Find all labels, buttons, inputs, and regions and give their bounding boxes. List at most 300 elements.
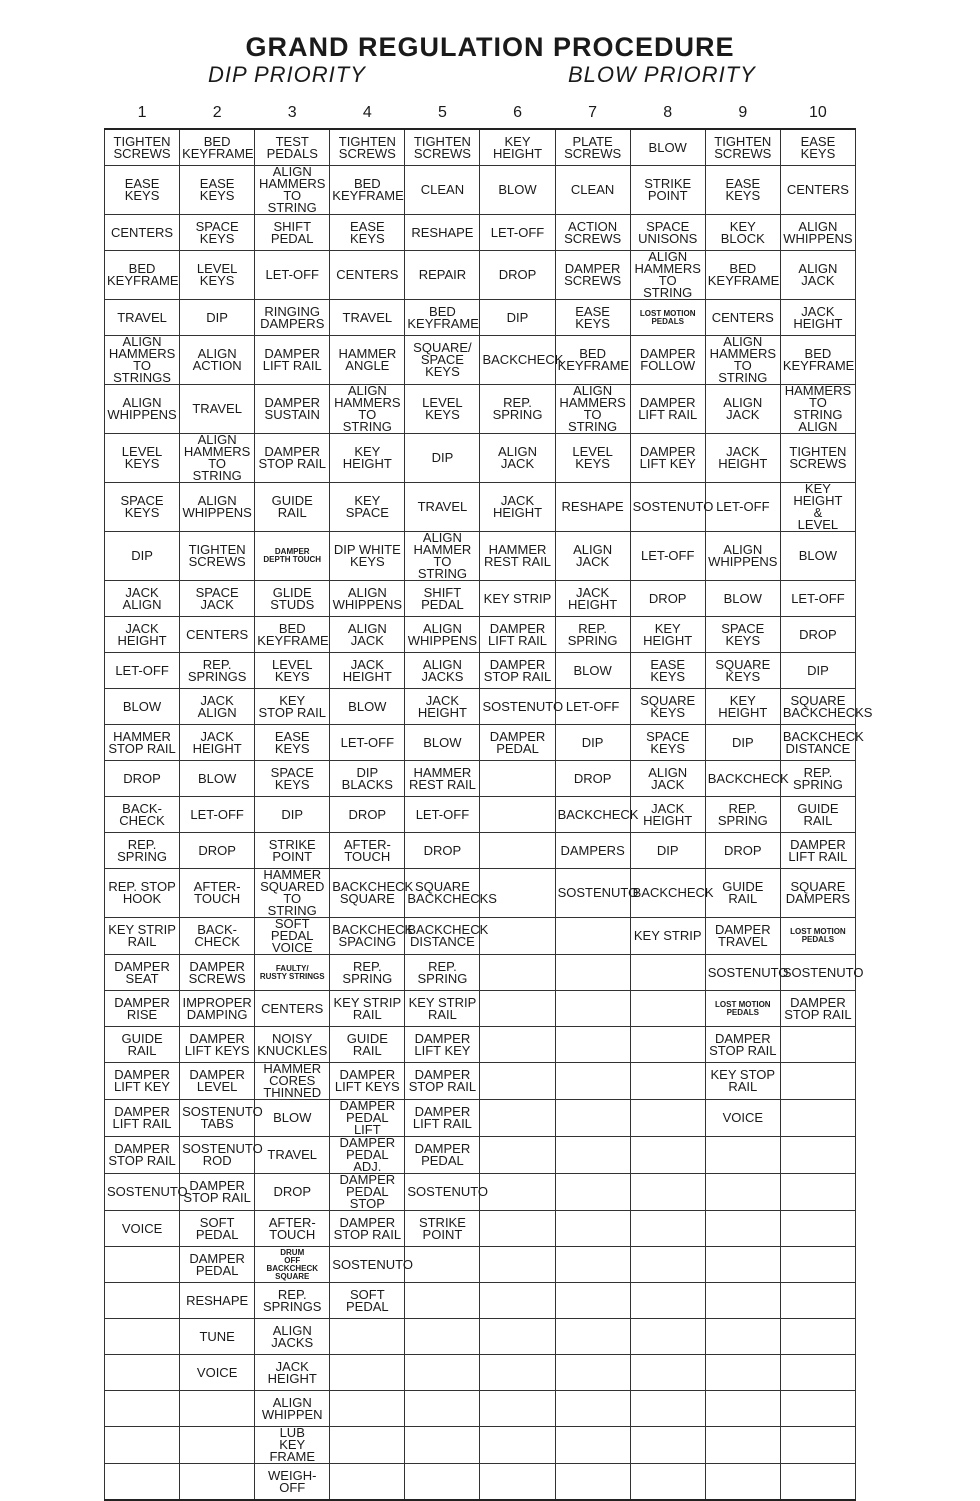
- table-row: [105, 1063, 856, 1100]
- procedure-cell: DIP: [480, 300, 555, 336]
- procedure-cell: [480, 1355, 555, 1391]
- column-number: 4: [362, 104, 372, 121]
- column-number: 9: [738, 104, 748, 121]
- procedure-cell: SOFT PEDAL: [180, 1211, 255, 1247]
- table-row: [105, 1137, 856, 1174]
- procedure-cell: [480, 797, 555, 833]
- procedure-cell: BACKCHECK DISTANCE: [405, 918, 480, 955]
- page-title: GRAND REGULATION PROCEDURE: [245, 32, 735, 62]
- procedure-cell: ALIGN JACK: [630, 761, 705, 797]
- procedure-cell: KEY STOP RAIL: [705, 1063, 780, 1100]
- procedure-cell: DAMPER PEDAL LIFT: [330, 1100, 405, 1137]
- procedure-cell: TIGHTEN SCREWS: [105, 129, 180, 166]
- table-row: [105, 434, 856, 483]
- procedure-cell: SPACE KEYS: [105, 483, 180, 532]
- procedure-cell: ALIGN HAMMERS TO STRING: [630, 251, 705, 300]
- procedure-cell: JACK HEIGHT: [330, 653, 405, 689]
- procedure-cell: [105, 1355, 180, 1391]
- procedure-cell: SOSTENUTO ROD: [180, 1137, 255, 1174]
- procedure-cell: ALIGN JACK: [705, 385, 780, 434]
- procedure-cell: TIGHTEN SCREWS: [405, 129, 480, 166]
- procedure-cell: DROP: [405, 833, 480, 869]
- procedure-cell: ALIGN WHIPPENS: [705, 532, 780, 581]
- procedure-cell: [330, 1355, 405, 1391]
- table-row: [105, 1464, 856, 1501]
- procedure-cell: DIP: [630, 833, 705, 869]
- procedure-cell: BLOW: [255, 1100, 330, 1137]
- procedure-cell: JACK ALIGN: [180, 689, 255, 725]
- procedure-cell: KEY BLOCK: [705, 215, 780, 251]
- procedure-cell: [405, 1283, 480, 1319]
- procedure-cell: DAMPER PEDAL: [405, 1137, 480, 1174]
- procedure-cell: KEY HEIGHT & LEVEL: [780, 483, 855, 532]
- procedure-cell: SOFT PEDAL VOICE: [255, 918, 330, 955]
- procedure-cell: ALIGN WHIPPENS: [330, 581, 405, 617]
- procedure-cell: VOICE: [705, 1100, 780, 1137]
- procedure-cell: DAMPER PEDAL STOP: [330, 1174, 405, 1211]
- procedure-cell: VOICE: [105, 1211, 180, 1247]
- procedure-cell: DAMPER LIFT KEY: [630, 434, 705, 483]
- procedure-cell: [780, 1174, 855, 1211]
- procedure-cell: KEY STRIP RAIL: [330, 991, 405, 1027]
- procedure-cell: [405, 1391, 480, 1427]
- procedure-cell: TRAVEL: [255, 1137, 330, 1174]
- procedure-cell: LEVEL KEYS: [405, 385, 480, 434]
- procedure-cell: SHIFT PEDAL: [255, 215, 330, 251]
- procedure-cell: [555, 955, 630, 991]
- procedure-cell: STRIKE POINT: [255, 833, 330, 869]
- procedure-cell: BED KEYFRAME: [555, 336, 630, 385]
- procedure-cell: SQUARE DAMPERS: [780, 869, 855, 918]
- procedure-cell: [780, 1283, 855, 1319]
- column-number: 3: [287, 104, 297, 121]
- procedure-cell: DIP: [780, 653, 855, 689]
- procedure-cell: BACKCHECK SQUARE: [330, 869, 405, 918]
- procedure-cell: RESHAPE: [555, 483, 630, 532]
- procedure-cell: [630, 1247, 705, 1283]
- procedure-cell: BACK- CHECK: [180, 918, 255, 955]
- procedure-cell: [405, 1319, 480, 1355]
- procedure-cell: SQUARE KEYS: [630, 689, 705, 725]
- procedure-cell: TIGHTEN SCREWS: [780, 434, 855, 483]
- table-row: [105, 251, 856, 300]
- table-row: [105, 955, 856, 991]
- procedure-cell: [630, 955, 705, 991]
- procedure-cell: [630, 1391, 705, 1427]
- procedure-cell: [555, 991, 630, 1027]
- procedure-cell: JACK ALIGN: [105, 581, 180, 617]
- procedure-cell: JACK HEIGHT: [405, 689, 480, 725]
- procedure-cell: [780, 1211, 855, 1247]
- column-number: 2: [212, 104, 222, 121]
- procedure-cell: TRAVEL: [405, 483, 480, 532]
- procedure-cell: ACTION SCREWS: [555, 215, 630, 251]
- column-number: 5: [437, 104, 447, 121]
- procedure-cell: ALIGN HAMMERS TO STRING: [180, 434, 255, 483]
- procedure-cell: GUIDE RAIL: [330, 1027, 405, 1063]
- procedure-cell: [705, 1391, 780, 1427]
- procedure-cell: GUIDE RAIL: [780, 797, 855, 833]
- procedure-cell: TRAVEL: [105, 300, 180, 336]
- procedure-cell: TRAVEL: [180, 385, 255, 434]
- procedure-cell: [555, 1247, 630, 1283]
- procedure-cell: PLATE SCREWS: [555, 129, 630, 166]
- procedure-cell: DAMPER STOP RAIL: [255, 434, 330, 483]
- procedure-cell: DAMPER LIFT RAIL: [255, 336, 330, 385]
- procedure-cell: [480, 991, 555, 1027]
- procedure-cell: [480, 1137, 555, 1174]
- procedure-cell: BED KEYFRAME: [330, 166, 405, 215]
- procedure-cell: [480, 1283, 555, 1319]
- procedure-cell: [555, 1464, 630, 1501]
- table-row: [105, 1427, 856, 1464]
- procedure-cell: BACKCHECK: [705, 761, 780, 797]
- procedure-cell: JACK HEIGHT: [105, 617, 180, 653]
- procedure-cell: ALIGN HAMMER TO STRING: [405, 532, 480, 581]
- procedure-cell: DAMPER SEAT: [105, 955, 180, 991]
- procedure-cell: [630, 1100, 705, 1137]
- procedure-cell: DAMPER STOP RAIL: [330, 1211, 405, 1247]
- procedure-cell: DRUM OFF BACKCHECK SQUARE: [255, 1247, 330, 1283]
- procedure-cell: DAMPER STOP RAIL: [780, 991, 855, 1027]
- procedure-cell: DAMPER SCREWS: [555, 251, 630, 300]
- procedure-cell: [330, 1391, 405, 1427]
- table-row: [105, 725, 856, 761]
- procedure-cell: JACK HEIGHT: [180, 725, 255, 761]
- procedure-cell: REP. SPRING: [555, 617, 630, 653]
- procedure-cell: [630, 1464, 705, 1501]
- procedure-cell: SPACE KEYS: [180, 215, 255, 251]
- procedure-cell: DAMPER LIFT RAIL: [630, 385, 705, 434]
- table-row: [105, 1100, 856, 1137]
- procedure-cell: DAMPER SCREWS: [180, 955, 255, 991]
- table-row: [105, 166, 856, 215]
- procedure-cell: DAMPER LIFT KEY: [405, 1027, 480, 1063]
- procedure-cell: [630, 1063, 705, 1100]
- procedure-cell: TEST PEDALS: [255, 129, 330, 166]
- procedure-cell: DROP: [480, 251, 555, 300]
- procedure-cell: HAMMER REST RAIL: [480, 532, 555, 581]
- procedure-cell: DAMPER STOP RAIL: [105, 1137, 180, 1174]
- procedure-cell: EASE KEYS: [780, 129, 855, 166]
- procedure-cell: [555, 1355, 630, 1391]
- procedure-cell: ALIGN WHIPPEN: [255, 1391, 330, 1427]
- procedure-cell: ALIGN HAMMERS TO STRING: [255, 166, 330, 215]
- procedure-cell: [705, 1283, 780, 1319]
- procedure-cell: [480, 761, 555, 797]
- procedure-cell: [105, 1283, 180, 1319]
- procedure-cell: DIP: [255, 797, 330, 833]
- procedure-cell: REP. SPRINGS: [255, 1283, 330, 1319]
- procedure-cell: [330, 1427, 405, 1464]
- procedure-cell: [630, 1319, 705, 1355]
- procedure-cell: DAMPER STOP RAIL: [405, 1063, 480, 1100]
- table-row: [105, 1355, 856, 1391]
- procedure-cell: [630, 991, 705, 1027]
- table-row: [105, 869, 856, 918]
- procedure-cell: DAMPER PEDAL ADJ.: [330, 1137, 405, 1174]
- procedure-cell: CENTERS: [180, 617, 255, 653]
- procedure-cell: LET-OFF: [180, 797, 255, 833]
- table-row: [105, 1319, 856, 1355]
- procedure-cell: DROP: [180, 833, 255, 869]
- procedure-cell: GLIDE STUDS: [255, 581, 330, 617]
- procedure-cell: TIGHTEN SCREWS: [180, 532, 255, 581]
- procedure-cell: [780, 1355, 855, 1391]
- procedure-cell: JACK HEIGHT: [630, 797, 705, 833]
- procedure-cell: SQUARE KEYS: [705, 653, 780, 689]
- procedure-cell: TUNE: [180, 1319, 255, 1355]
- procedure-cell: [705, 1137, 780, 1174]
- procedure-cell: LET-OFF: [330, 725, 405, 761]
- procedure-cell: LET-OFF: [480, 215, 555, 251]
- procedure-cell: DAMPER LEVEL: [180, 1063, 255, 1100]
- procedure-cell: DROP: [255, 1174, 330, 1211]
- table-row: [105, 581, 856, 617]
- table-row: [105, 483, 856, 532]
- procedure-cell: [555, 1100, 630, 1137]
- table-row: [105, 689, 856, 725]
- procedure-cell: ALIGN HAMMERS TO STRING: [330, 385, 405, 434]
- procedure-cell: NOISY KNUCKLES: [255, 1027, 330, 1063]
- procedure-cell: RESHAPE: [180, 1283, 255, 1319]
- procedure-cell: BACKCHECK: [630, 869, 705, 918]
- procedure-cell: TIGHTEN SCREWS: [705, 129, 780, 166]
- procedure-cell: DAMPER PEDAL: [480, 725, 555, 761]
- procedure-cell: [480, 1211, 555, 1247]
- procedure-cell: EASE KEYS: [180, 166, 255, 215]
- procedure-cell: [480, 1174, 555, 1211]
- table-row: [105, 1027, 856, 1063]
- procedure-cell: DAMPER DEPTH TOUCH: [255, 532, 330, 581]
- procedure-cell: DIP: [105, 532, 180, 581]
- procedure-cell: LET-OFF: [255, 251, 330, 300]
- procedure-cell: [705, 1427, 780, 1464]
- procedure-cell: LEVEL KEYS: [555, 434, 630, 483]
- procedure-cell: ALIGN WHIPPENS: [105, 385, 180, 434]
- procedure-cell: DROP: [105, 761, 180, 797]
- procedure-cell: IMPROPER DAMPING: [180, 991, 255, 1027]
- table-row: [105, 991, 856, 1027]
- procedure-cell: AFTER- TOUCH: [255, 1211, 330, 1247]
- table-row: [105, 797, 856, 833]
- procedure-cell: EASE KEYS: [630, 653, 705, 689]
- procedure-cell: LET-OFF: [780, 581, 855, 617]
- procedure-cell: SOFT PEDAL: [330, 1283, 405, 1319]
- procedure-cell: ALIGN JACKS: [255, 1319, 330, 1355]
- procedure-cell: JACK HEIGHT: [780, 300, 855, 336]
- procedure-cell: KEY STRIP: [630, 918, 705, 955]
- procedure-cell: STRIKE POINT: [630, 166, 705, 215]
- procedure-cell: ALIGN WHIPPENS: [405, 617, 480, 653]
- procedure-cell: SOSTENUTO: [480, 689, 555, 725]
- table-row: [105, 129, 856, 166]
- procedure-cell: LOST MOTION PEDALS: [705, 991, 780, 1027]
- procedure-cell: AFTER- TOUCH: [180, 869, 255, 918]
- procedure-cell: [555, 1391, 630, 1427]
- procedure-cell: TIGHTEN SCREWS: [330, 129, 405, 166]
- procedure-cell: BLOW: [780, 532, 855, 581]
- procedure-cell: [555, 1319, 630, 1355]
- procedure-cell: DAMPER RISE: [105, 991, 180, 1027]
- blow-priority-heading: BLOW PRIORITY: [568, 62, 756, 87]
- procedure-cell: REP. SPRING: [705, 797, 780, 833]
- procedure-cell: [105, 1391, 180, 1427]
- procedure-cell: DROP: [555, 761, 630, 797]
- procedure-cell: LET-OFF: [705, 483, 780, 532]
- procedure-cell: [480, 1100, 555, 1137]
- procedure-cell: [555, 1427, 630, 1464]
- procedure-cell: DAMPER SUSTAIN: [255, 385, 330, 434]
- procedure-cell: [780, 1391, 855, 1427]
- procedure-cell: KEY HEIGHT: [705, 689, 780, 725]
- dip-priority-heading: DIP PRIORITY: [208, 62, 366, 87]
- procedure-cell: VOICE: [180, 1355, 255, 1391]
- procedure-cell: LEVEL KEYS: [180, 251, 255, 300]
- procedure-cell: BACKCHECK SPACING: [330, 918, 405, 955]
- procedure-cell: ALIGN ACTION: [180, 336, 255, 385]
- procedure-cell: [555, 1283, 630, 1319]
- procedure-cell: ALIGN HAMMERS TO STRINGS: [105, 336, 180, 385]
- procedure-cell: LOST MOTION PEDALS: [630, 300, 705, 336]
- procedure-cell: DROP: [780, 617, 855, 653]
- column-number: 10: [809, 104, 827, 121]
- procedure-cell: DAMPER LIFT RAIL: [780, 833, 855, 869]
- procedure-cell: [780, 1427, 855, 1464]
- procedure-cell: ALIGN JACK: [555, 532, 630, 581]
- procedure-cell: [780, 1137, 855, 1174]
- procedure-cell: REP. SPRING: [780, 761, 855, 797]
- procedure-cell: SPACE KEYS: [630, 725, 705, 761]
- procedure-cell: SOSTENUTO: [555, 869, 630, 918]
- table-row: [105, 761, 856, 797]
- procedure-cell: BLOW: [630, 129, 705, 166]
- procedure-cell: [480, 955, 555, 991]
- procedure-cell: ALIGN WHIPPENS: [780, 215, 855, 251]
- procedure-cell: JACK HEIGHT: [555, 581, 630, 617]
- procedure-cell: JACK HEIGHT: [705, 434, 780, 483]
- procedure-cell: BLOW: [555, 653, 630, 689]
- procedure-cell: [705, 1247, 780, 1283]
- procedure-cell: [630, 1137, 705, 1174]
- procedure-cell: [705, 1211, 780, 1247]
- procedure-cell: DAMPER FOLLOW: [630, 336, 705, 385]
- table-row: [105, 532, 856, 581]
- procedure-cell: LET-OFF: [105, 653, 180, 689]
- procedure-cell: [180, 1464, 255, 1501]
- procedure-cell: DIP: [405, 434, 480, 483]
- procedure-cell: [405, 1464, 480, 1501]
- procedure-cell: CENTERS: [105, 215, 180, 251]
- procedure-cell: EASE KEYS: [255, 725, 330, 761]
- procedure-cell: [630, 1027, 705, 1063]
- procedure-cell: GUIDE RAIL: [105, 1027, 180, 1063]
- procedure-cell: [705, 1174, 780, 1211]
- procedure-cell: LUB KEY FRAME: [255, 1427, 330, 1464]
- procedure-cell: HAMMER SQUARED TO STRING: [255, 869, 330, 918]
- regulation-procedure-table: [104, 98, 873, 1501]
- procedure-cell: BED KEYFRAME: [705, 251, 780, 300]
- procedure-cell: [780, 1063, 855, 1100]
- procedure-cell: BED KEYFRAME: [180, 129, 255, 166]
- procedure-cell: ALIGN HAMMERS TO STRING: [705, 336, 780, 385]
- procedure-cell: GUIDE RAIL: [255, 483, 330, 532]
- table-row: [105, 336, 856, 385]
- procedure-cell: TRAVEL: [330, 300, 405, 336]
- procedure-cell: BACKCHECK DISTANCE: [780, 725, 855, 761]
- procedure-cell: [480, 1247, 555, 1283]
- column-number: 8: [663, 104, 673, 121]
- procedure-cell: ALIGN JACKS: [405, 653, 480, 689]
- procedure-cell: [780, 1319, 855, 1355]
- procedure-cell: JACK HEIGHT: [255, 1355, 330, 1391]
- table-row: [105, 1174, 856, 1211]
- procedure-cell: FAULTY/ RUSTY STRINGS: [255, 955, 330, 991]
- procedure-cell: [705, 1355, 780, 1391]
- procedure-cell: KEY SPACE: [330, 483, 405, 532]
- procedure-cell: [405, 1247, 480, 1283]
- procedure-cell: DIP: [180, 300, 255, 336]
- procedure-cell: DAMPERS: [555, 833, 630, 869]
- procedure-cell: HAMMER CORES THINNED: [255, 1063, 330, 1100]
- procedure-cell: REP. SPRING: [105, 833, 180, 869]
- procedure-cell: [105, 1464, 180, 1501]
- procedure-cell: REPAIR: [405, 251, 480, 300]
- procedure-cell: REP. SPRING: [480, 385, 555, 434]
- procedure-cell: BED KEYFRAME: [255, 617, 330, 653]
- procedure-cell: DAMPER LIFT RAIL: [480, 617, 555, 653]
- procedure-cell: EASE KEYS: [105, 166, 180, 215]
- column-number: 1: [137, 104, 147, 121]
- procedure-cell: REP. STOP HOOK: [105, 869, 180, 918]
- procedure-cell: SOSTENUTO: [630, 483, 705, 532]
- procedure-cell: [630, 1427, 705, 1464]
- procedure-cell: SOSTENUTO: [780, 955, 855, 991]
- procedure-cell: BED KEYFRAME: [105, 251, 180, 300]
- procedure-cell: REP. SPRING: [405, 955, 480, 991]
- procedure-cell: LET-OFF: [405, 797, 480, 833]
- procedure-cell: [180, 1391, 255, 1427]
- procedure-cell: JACK HEIGHT: [480, 483, 555, 532]
- procedure-cell: KEY HEIGHT: [630, 617, 705, 653]
- procedure-cell: AFTER- TOUCH: [330, 833, 405, 869]
- procedure-cell: DIP BLACKS: [330, 761, 405, 797]
- table-row: [105, 918, 856, 955]
- procedure-cell: [405, 1427, 480, 1464]
- procedure-cell: SQUARE/ SPACE KEYS: [405, 336, 480, 385]
- procedure-cell: LET-OFF: [630, 532, 705, 581]
- procedure-cell: DIP WHITE KEYS: [330, 532, 405, 581]
- procedure-cell: [780, 1464, 855, 1501]
- procedure-cell: SPACE KEYS: [705, 617, 780, 653]
- procedure-cell: BLOW: [705, 581, 780, 617]
- procedure-cell: [630, 1283, 705, 1319]
- procedure-cell: [705, 1464, 780, 1501]
- procedure-cell: SPACE KEYS: [255, 761, 330, 797]
- procedure-cell: SPACE UNISONS: [630, 215, 705, 251]
- procedure-cell: DAMPER TRAVEL: [705, 918, 780, 955]
- table-row: [105, 833, 856, 869]
- procedure-cell: DROP: [705, 833, 780, 869]
- procedure-steps: [105, 129, 873, 1500]
- procedure-cell: KEY HEIGHT: [330, 434, 405, 483]
- procedure-cell: HAMMERS TO STRING ALIGN: [780, 385, 855, 434]
- procedure-cell: SQUARE BACKCHECKS: [780, 689, 855, 725]
- procedure-cell: WEIGH- OFF: [255, 1464, 330, 1501]
- procedure-cell: LEVEL KEYS: [105, 434, 180, 483]
- procedure-cell: RESHAPE: [405, 215, 480, 251]
- procedure-cell: BLOW: [405, 725, 480, 761]
